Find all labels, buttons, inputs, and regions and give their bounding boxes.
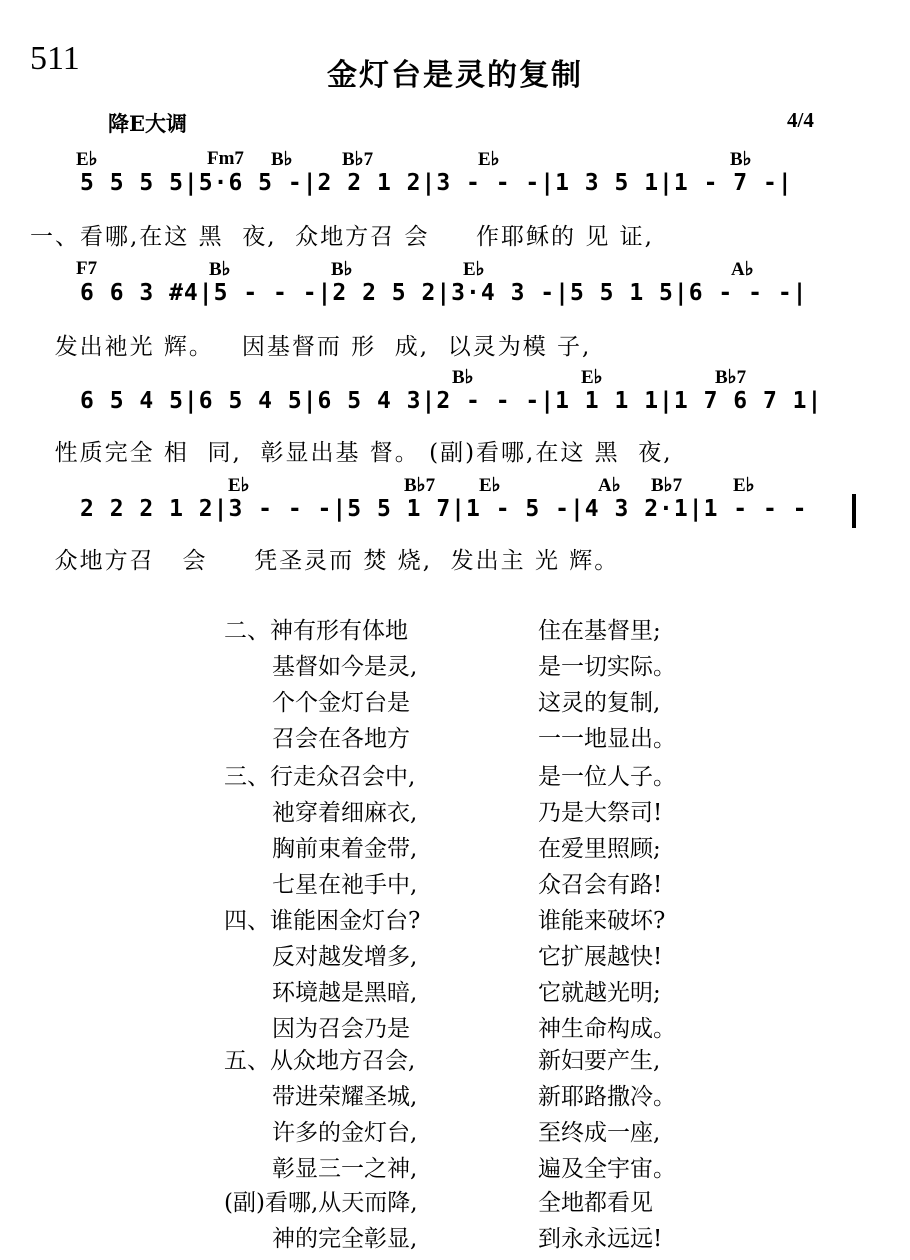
verse-line-left: 二、神有形有体地 [224,618,408,644]
verse-line-left: 彰显三一之神, [272,1156,418,1182]
notes-line: 2 2 2 1 2|3 - - -|5 5 1 7|1 - 5 -|4 3 2·1|1 - - - [80,496,808,522]
verse-line-right: 乃是大祭司! [538,800,663,826]
notes-line: 6 6 3 #4|5 - - -|2 2 5 2|3·4 3 -|5 5 1 5|6 - - -| [80,280,808,306]
verse-line-right: 新妇要产生, [538,1048,661,1074]
verse-line-right: 全地都看见 [538,1190,653,1216]
lyrics-line: 发出祂光 辉。 因基督而 形 成, 以灵为模 子, [36,334,592,360]
chord: E♭ [76,149,98,170]
chord: B♭ [730,149,752,170]
verse-line-right: 一一地显出。 [538,726,676,752]
verse-line-right: 住在基督里; [538,618,661,644]
music-row-4 [0,470,910,620]
verse-line-left: 带进荣耀圣城, [272,1084,418,1110]
verse-line-right: 它扩展越快! [538,944,663,970]
verse-line-left: 召会在各地方 [272,726,410,752]
verse-line-left: 祂穿着细麻衣, [272,800,418,826]
verse-line-left: 环境越是黑暗, [272,980,418,1006]
verse-line-left: 基督如今是灵, [272,654,418,680]
verse-line-left: 因为召会乃是 [272,1016,410,1042]
time-signature: 4/4 [787,108,814,132]
chord: F7 [76,258,98,279]
verse-line-left: (副)看哪,从天而降, [224,1190,418,1216]
chord: B♭ [209,259,231,280]
chord: E♭ [463,259,485,280]
verse-line-right: 这灵的复制, [538,690,661,716]
chord: B♭ [271,149,293,170]
chord: B♭7 [715,367,747,388]
verse-line-left: 五、从众地方召会, [224,1048,416,1074]
verse-line-right: 新耶路撒冷。 [538,1084,676,1110]
hymn-number: 511 [30,40,80,77]
verse-line-right: 众召会有路! [538,872,663,898]
chord: E♭ [478,149,500,170]
verse-line-left: 神的完全彰显, [272,1226,418,1252]
chord: B♭ [452,367,474,388]
key-signature: 降E大调 [108,111,188,136]
notes-line: 5 5 5 5|5·6 5 -|2 2 1 2|3 - - -|1 3 5 1|1 - 7 -| [80,170,793,196]
verse-line-left: 三、行走众召会中, [224,764,416,790]
verse-line-left: 四、谁能困金灯台? [224,908,421,934]
verse-line-right: 神生命构成。 [538,1016,676,1042]
verse-line-right: 到永永远远! [538,1226,663,1252]
hymn-title: 金灯台是灵的复制 [327,58,583,93]
chord: B♭7 [651,475,683,496]
verse-line-right: 是一位人子。 [538,764,676,790]
chord: B♭7 [404,475,436,496]
verse-line-right: 它就越光明; [538,980,661,1006]
chord: E♭ [581,367,603,388]
chord: A♭ [598,475,621,496]
verse-line-right: 至终成一座, [538,1120,661,1146]
verse-line-left: 反对越发增多, [272,944,418,970]
lyrics-line: 一、看哪,在这 黑 夜, 众地方召 会 作耶稣的 见 证, [30,224,654,250]
chord: E♭ [479,475,501,496]
final-barline [852,494,856,528]
verse-line-left: 七星在祂手中, [272,872,418,898]
lyrics-line: 众地方召 会 凭圣灵而 焚 烧, 发出主 光 辉。 [36,548,620,574]
verse-line-left: 胸前束着金带, [272,836,418,862]
chord: B♭ [331,259,353,280]
chord: E♭ [228,475,250,496]
verse-line-right: 是一切实际。 [538,654,676,680]
chord: E♭ [733,475,755,496]
chord: B♭7 [342,149,374,170]
chord: Fm7 [207,148,244,169]
notes-line: 6 5 4 5|6 5 4 5|6 5 4 3|2 - - -|1 1 1 1|1 7 6 7 1| [80,388,823,414]
verse-line-left: 许多的金灯台, [272,1120,418,1146]
verse-line-right: 在爱里照顾; [538,836,661,862]
verse-line-right: 遍及全宇宙。 [538,1156,676,1182]
verse-line-left: 个个金灯台是 [272,690,410,716]
chord: A♭ [731,259,754,280]
lyrics-line: 性质完全 相 同, 彰显出基 督。 (副)看哪,在这 黑 夜, [36,440,673,466]
verse-line-right: 谁能来破坏? [538,908,666,934]
